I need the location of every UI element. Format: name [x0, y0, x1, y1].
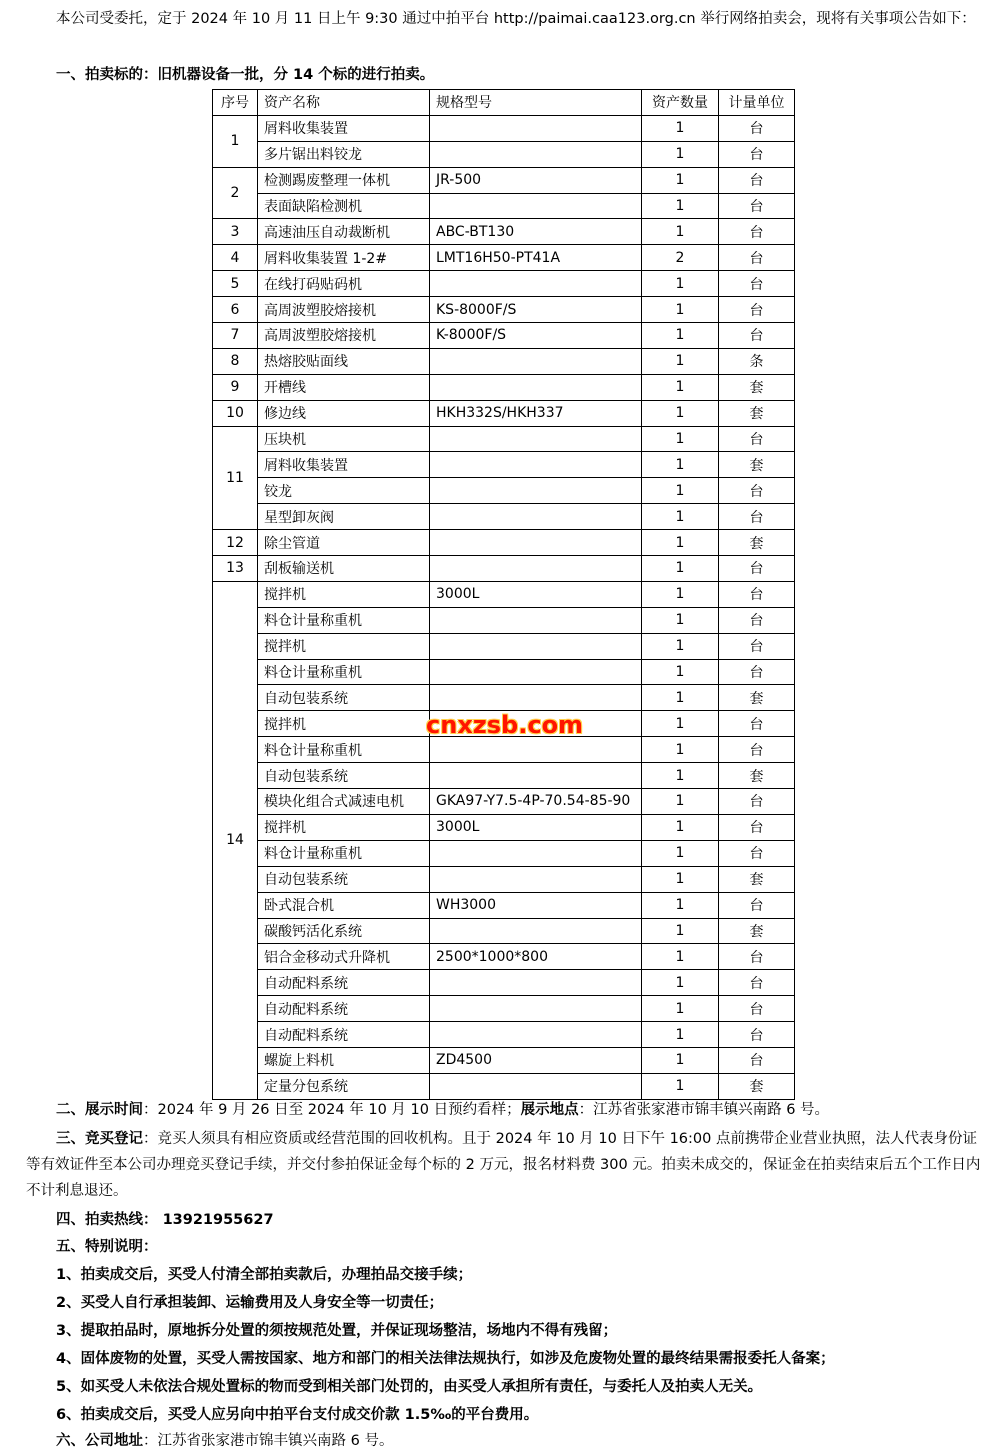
quantity-cell: 1	[642, 789, 719, 815]
table-row	[213, 1022, 795, 1048]
lot-number-cell: 8	[213, 348, 258, 374]
intro-paragraph: 本公司受委托，定于 2024 年 10 月 11 日上午 9:30 通过中拍平台 http://paimai.caa123.org.cn 举行网络拍卖会，现将有关事项公告如下：	[56, 11, 976, 27]
lot-number-cell: 13	[213, 556, 258, 582]
table-row	[213, 633, 795, 659]
asset-name-cell: 高周波塑胶熔接机	[258, 323, 430, 349]
asset-name-cell: 铰龙	[258, 478, 430, 504]
unit-cell: 套	[719, 374, 795, 400]
section-2-text-2: ：江苏省张家港市锦丰镇兴南路 6 号。	[578, 1102, 830, 1118]
model-cell	[430, 1022, 642, 1048]
table-row	[213, 737, 795, 763]
quantity-cell: 1	[642, 400, 719, 426]
unit-cell: 台	[719, 167, 795, 193]
unit-cell: 台	[719, 323, 795, 349]
table-row	[213, 167, 795, 193]
lot-number-cell: 3	[213, 219, 258, 245]
quantity-cell: 1	[642, 219, 719, 245]
asset-name-cell: 模块化组合式减速电机	[258, 789, 430, 815]
quantity-cell: 1	[642, 167, 719, 193]
model-cell: WH3000	[430, 892, 642, 918]
table-row	[213, 659, 795, 685]
quantity-cell: 1	[642, 763, 719, 789]
section-6-label: 六、公司地址	[56, 1433, 143, 1449]
quantity-cell: 1	[642, 348, 719, 374]
table-header-row	[213, 90, 795, 116]
model-cell: 3000L	[430, 814, 642, 840]
unit-cell: 台	[719, 245, 795, 271]
model-cell	[430, 1073, 642, 1099]
quantity-cell: 1	[642, 504, 719, 530]
model-cell	[430, 607, 642, 633]
asset-name-cell: 屑料收集装置	[258, 115, 430, 141]
model-cell: K-8000F/S	[430, 323, 642, 349]
model-cell: KS-8000F/S	[430, 297, 642, 323]
table-row	[213, 219, 795, 245]
model-cell	[430, 996, 642, 1022]
asset-name-cell: 高周波塑胶熔接机	[258, 297, 430, 323]
table-row	[213, 789, 795, 815]
quantity-cell: 1	[642, 581, 719, 607]
asset-name-cell: 检测踢废整理一体机	[258, 167, 430, 193]
asset-name-cell: 碳酸钙活化系统	[258, 918, 430, 944]
quantity-cell: 1	[642, 271, 719, 297]
model-cell: GKA97-Y7.5-4P-70.54-85-90	[430, 789, 642, 815]
unit-cell: 台	[719, 115, 795, 141]
quantity-cell: 1	[642, 556, 719, 582]
asset-name-cell: 高速油压自动裁断机	[258, 219, 430, 245]
table-row	[213, 996, 795, 1022]
unit-cell: 台	[719, 711, 795, 737]
section-2-text-1: ：2024 年 9 月 26 日至 2024 年 10 月 10 日预约看样；	[143, 1102, 521, 1118]
model-cell	[430, 504, 642, 530]
table-row	[213, 323, 795, 349]
hotline-number: 13921955627	[162, 1212, 274, 1228]
lot-number-cell: 6	[213, 297, 258, 323]
lot-number-cell: 2	[213, 167, 258, 219]
table-row	[213, 271, 795, 297]
unit-cell: 套	[719, 918, 795, 944]
quantity-cell: 1	[642, 297, 719, 323]
quantity-cell: 1	[642, 530, 719, 556]
asset-name-cell: 卧式混合机	[258, 892, 430, 918]
unit-cell: 台	[719, 219, 795, 245]
table-row	[213, 866, 795, 892]
quantity-cell: 1	[642, 426, 719, 452]
table-row	[213, 426, 795, 452]
asset-name-cell: 自动配料系统	[258, 996, 430, 1022]
asset-name-cell: 料仓计量称重机	[258, 607, 430, 633]
section-1-label: 一、拍卖标的：	[56, 67, 158, 83]
header-unit: 计量单位	[719, 90, 795, 116]
asset-name-cell: 修边线	[258, 400, 430, 426]
model-cell: HKH332S/HKH337	[430, 400, 642, 426]
unit-cell: 台	[719, 141, 795, 167]
table-row	[213, 1047, 795, 1073]
unit-cell: 台	[719, 840, 795, 866]
table-row	[213, 478, 795, 504]
unit-cell: 台	[719, 581, 795, 607]
unit-cell: 套	[719, 866, 795, 892]
asset-name-cell: 料仓计量称重机	[258, 659, 430, 685]
unit-cell: 台	[719, 1022, 795, 1048]
model-cell	[430, 918, 642, 944]
model-cell: 3000L	[430, 581, 642, 607]
table-row	[213, 892, 795, 918]
asset-name-cell: 多片锯出料铰龙	[258, 141, 430, 167]
section-2	[26, 1097, 981, 1123]
asset-name-cell: 自动配料系统	[258, 970, 430, 996]
section-2-label-1: 二、展示时间	[56, 1102, 143, 1118]
auction-lots-table	[212, 89, 795, 1100]
quantity-cell: 1	[642, 452, 719, 478]
asset-name-cell: 刮板输送机	[258, 556, 430, 582]
lot-number-cell: 12	[213, 530, 258, 556]
note-1: 1、拍卖成交后，买受人付清全部拍卖款后，办理拍品交接手续；	[56, 1267, 473, 1283]
model-cell: 2500*1000*800	[430, 944, 642, 970]
table-row	[213, 840, 795, 866]
asset-name-cell: 开槽线	[258, 374, 430, 400]
model-cell	[430, 530, 642, 556]
unit-cell: 条	[719, 348, 795, 374]
unit-cell: 套	[719, 400, 795, 426]
quantity-cell: 1	[642, 633, 719, 659]
unit-cell: 台	[719, 892, 795, 918]
model-cell: ABC-BT130	[430, 219, 642, 245]
model-cell	[430, 374, 642, 400]
unit-cell: 台	[719, 426, 795, 452]
model-cell	[430, 452, 642, 478]
asset-name-cell: 铝合金移动式升降机	[258, 944, 430, 970]
unit-cell: 台	[719, 996, 795, 1022]
table-row	[213, 918, 795, 944]
section-6	[26, 1428, 981, 1454]
quantity-cell: 2	[642, 245, 719, 271]
unit-cell: 套	[719, 1073, 795, 1099]
section-6-text: ：江苏省张家港市锦丰镇兴南路 6 号。	[143, 1433, 394, 1449]
asset-name-cell: 搅拌机	[258, 581, 430, 607]
model-cell	[430, 271, 642, 297]
model-cell	[430, 141, 642, 167]
unit-cell: 台	[719, 271, 795, 297]
asset-name-cell: 表面缺陷检测机	[258, 193, 430, 219]
unit-cell: 台	[719, 478, 795, 504]
table-row	[213, 814, 795, 840]
unit-cell: 台	[719, 297, 795, 323]
unit-cell: 台	[719, 504, 795, 530]
header-no: 序号	[213, 90, 258, 116]
section-2-label-2: 展示地点	[520, 1102, 579, 1118]
table-body	[213, 115, 795, 1099]
quantity-cell: 1	[642, 944, 719, 970]
quantity-cell: 1	[642, 115, 719, 141]
note-4: 4、固体废物的处置，买受人需按国家、地方和部门的相关法律法规执行，如涉及危废物处置的最终结果需报委托人备案；	[56, 1351, 835, 1367]
header-name: 资产名称	[258, 90, 430, 116]
model-cell	[430, 659, 642, 685]
lot-number-cell: 1	[213, 115, 258, 167]
note-2: 2、买受人自行承担装卸、运输费用及人身安全等一切责任；	[56, 1295, 444, 1311]
lot-number-cell: 11	[213, 426, 258, 530]
quantity-cell: 1	[642, 737, 719, 763]
unit-cell: 套	[719, 763, 795, 789]
quantity-cell: 1	[642, 996, 719, 1022]
unit-cell: 台	[719, 633, 795, 659]
table-row	[213, 607, 795, 633]
model-cell	[430, 348, 642, 374]
lot-number-cell: 9	[213, 374, 258, 400]
asset-name-cell: 屑料收集装置 1-2#	[258, 245, 430, 271]
lot-number-cell: 4	[213, 245, 258, 271]
watermark: cnxzsb.com	[426, 711, 584, 739]
quantity-cell: 1	[642, 659, 719, 685]
quantity-cell: 1	[642, 374, 719, 400]
asset-name-cell: 在线打码贴码机	[258, 271, 430, 297]
asset-name-cell: 螺旋上料机	[258, 1047, 430, 1073]
quantity-cell: 1	[642, 711, 719, 737]
quantity-cell: 1	[642, 323, 719, 349]
model-cell	[430, 970, 642, 996]
section-1-text: 旧机器设备一批，分 14 个标的进行拍卖。	[157, 67, 435, 83]
asset-name-cell: 搅拌机	[258, 711, 430, 737]
section-5-heading: 五、特别说明：	[56, 1239, 158, 1255]
asset-name-cell: 热熔胶贴面线	[258, 348, 430, 374]
section-3	[26, 1126, 981, 1204]
quantity-cell: 1	[642, 840, 719, 866]
section-1-heading	[26, 62, 981, 88]
asset-name-cell: 自动配料系统	[258, 1022, 430, 1048]
table-row	[213, 193, 795, 219]
model-cell: JR-500	[430, 167, 642, 193]
unit-cell: 台	[719, 970, 795, 996]
model-cell: LMT16H50-PT41A	[430, 245, 642, 271]
table-row	[213, 530, 795, 556]
table-row	[213, 763, 795, 789]
table-row	[213, 970, 795, 996]
table-row	[213, 685, 795, 711]
unit-cell: 台	[719, 944, 795, 970]
quantity-cell: 1	[642, 141, 719, 167]
quantity-cell: 1	[642, 1022, 719, 1048]
section-3-label: 三、竞买登记	[56, 1131, 143, 1147]
header-qty: 资产数量	[642, 90, 719, 116]
quantity-cell: 1	[642, 685, 719, 711]
table-row	[213, 141, 795, 167]
lot-number-cell: 7	[213, 323, 258, 349]
quantity-cell: 1	[642, 478, 719, 504]
quantity-cell: 1	[642, 607, 719, 633]
table-row	[213, 581, 795, 607]
asset-name-cell: 定量分包系统	[258, 1073, 430, 1099]
header-model: 规格型号	[430, 90, 642, 116]
unit-cell: 台	[719, 193, 795, 219]
model-cell	[430, 556, 642, 582]
model-cell	[430, 737, 642, 763]
model-cell	[430, 685, 642, 711]
unit-cell: 台	[719, 737, 795, 763]
asset-name-cell: 自动包装系统	[258, 763, 430, 789]
asset-name-cell: 自动包装系统	[258, 685, 430, 711]
unit-cell: 套	[719, 452, 795, 478]
quantity-cell: 1	[642, 866, 719, 892]
table-row	[213, 400, 795, 426]
table-row	[213, 1073, 795, 1099]
table-row	[213, 297, 795, 323]
lot-number-cell: 5	[213, 271, 258, 297]
quantity-cell: 1	[642, 193, 719, 219]
asset-name-cell: 料仓计量称重机	[258, 737, 430, 763]
lot-number-cell: 10	[213, 400, 258, 426]
lot-number-cell: 14	[213, 581, 258, 1099]
note-6: 6、拍卖成交后，买受人应另向中拍平台支付成交价款 1.5‰的平台费用。	[56, 1407, 539, 1423]
table-row	[213, 944, 795, 970]
unit-cell: 台	[719, 556, 795, 582]
unit-cell: 套	[719, 530, 795, 556]
model-cell	[430, 115, 642, 141]
quantity-cell: 1	[642, 970, 719, 996]
asset-name-cell: 除尘管道	[258, 530, 430, 556]
table-row	[213, 348, 795, 374]
asset-name-cell: 星型卸灰阀	[258, 504, 430, 530]
model-cell	[430, 763, 642, 789]
unit-cell: 台	[719, 814, 795, 840]
unit-cell: 台	[719, 659, 795, 685]
table-row	[213, 556, 795, 582]
asset-name-cell: 屑料收集装置	[258, 452, 430, 478]
unit-cell: 套	[719, 685, 795, 711]
asset-name-cell: 搅拌机	[258, 633, 430, 659]
unit-cell: 台	[719, 789, 795, 815]
model-cell: ZD4500	[430, 1047, 642, 1073]
model-cell	[430, 633, 642, 659]
table-row	[213, 374, 795, 400]
unit-cell: 台	[719, 1047, 795, 1073]
model-cell	[430, 193, 642, 219]
table-row	[213, 245, 795, 271]
note-3: 3、提取拍品时，原地拆分处置的须按规范处置，并保证现场整洁，场地内不得有残留；	[56, 1323, 618, 1339]
table-row	[213, 504, 795, 530]
table-row	[213, 115, 795, 141]
quantity-cell: 1	[642, 1073, 719, 1099]
quantity-cell: 1	[642, 892, 719, 918]
quantity-cell: 1	[642, 918, 719, 944]
unit-cell: 台	[719, 607, 795, 633]
model-cell	[430, 840, 642, 866]
table-row	[213, 452, 795, 478]
asset-name-cell: 搅拌机	[258, 814, 430, 840]
quantity-cell: 1	[642, 814, 719, 840]
asset-name-cell: 料仓计量称重机	[258, 840, 430, 866]
section-4	[26, 1207, 981, 1233]
section-4-label: 四、拍卖热线：	[56, 1212, 158, 1228]
section-3-text: ：竞买人须具有相应资质或经营范围的回收机构。且于 2024 年 10 月 10 日下午 16:00 点前携带企业营业执照，法人代表身份证等有效证件至本公司办理竞买登记手续，并交付参拍保证金每个标的 2 万元，报名材料费 300 元。拍卖未成交的，保证金在拍卖结束后五个工作日内不计利息退还。	[26, 1131, 981, 1199]
model-cell	[430, 478, 642, 504]
model-cell	[430, 866, 642, 892]
asset-name-cell: 压块机	[258, 426, 430, 452]
quantity-cell: 1	[642, 1047, 719, 1073]
note-5: 5、如买受人未依法合规处置标的物而受到相关部门处罚的，由买受人承担所有责任，与委托人及拍卖人无关。	[56, 1379, 763, 1395]
asset-name-cell: 自动包装系统	[258, 866, 430, 892]
model-cell	[430, 426, 642, 452]
